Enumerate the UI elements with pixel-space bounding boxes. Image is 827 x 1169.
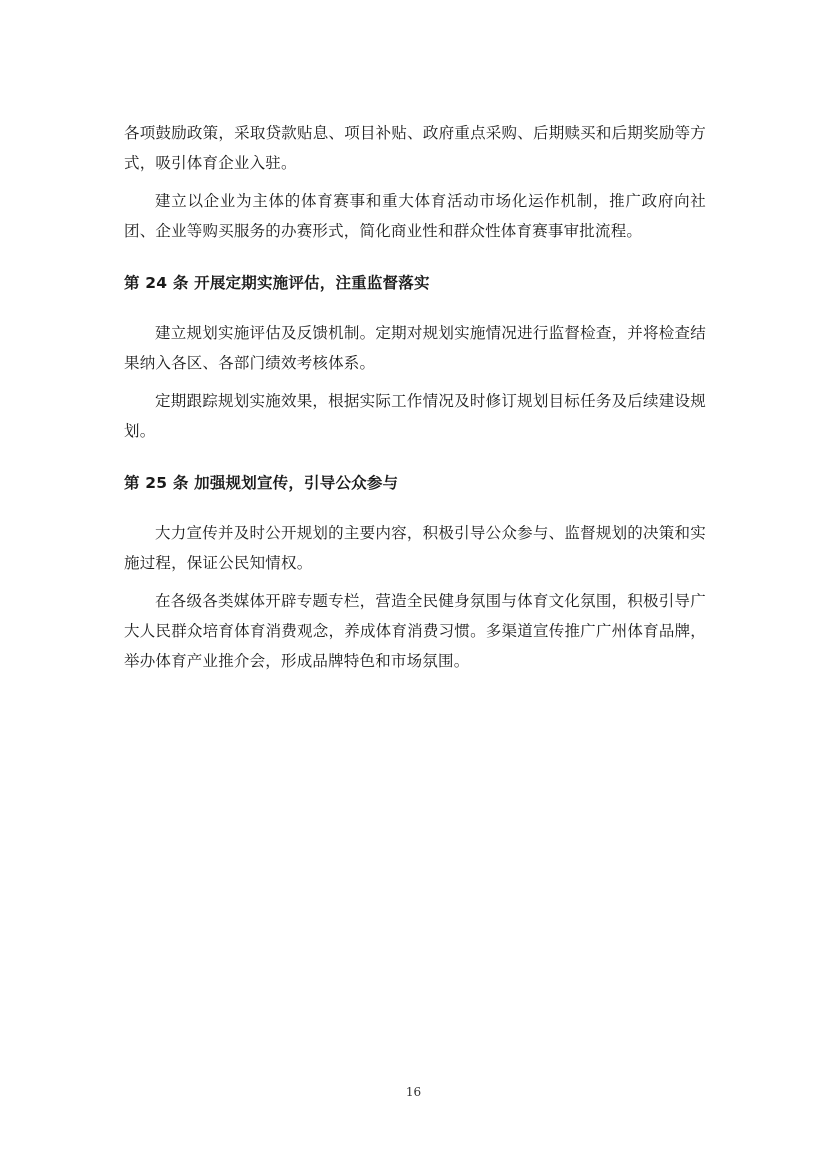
article-24-paragraph-2: 定期跟踪规划实施效果，根据实际工作情况及时修订规划目标任务及后续建设规划。 xyxy=(124,392,706,440)
paragraph-market-mechanism: 建立以企业为主体的体育赛事和重大体育活动市场化运作机制，推广政府向社团、企业等购买服务的办赛形式，简化商业性和群众性体育赛事审批流程。 xyxy=(124,192,706,240)
document-body xyxy=(124,118,706,684)
paragraph-continuation: 各项鼓励政策，采取贷款贴息、项目补贴、政府重点采购、后期赎买和后期奖励等方式，吸引体育企业入驻。 xyxy=(124,124,706,172)
article-25-paragraph-1: 大力宣传并及时公开规划的主要内容，积极引导公众参与、监督规划的决策和实施过程，保证公民知情权。 xyxy=(124,524,706,572)
article-24-paragraph-1: 建立规划实施评估及反馈机制。定期对规划实施情况进行监督检查，并将检查结果纳入各区、各部门绩效考核体系。 xyxy=(124,324,706,372)
page-number: 16 xyxy=(405,1085,422,1099)
article-24-heading: 第 24 条 开展定期实施评估，注重监督落实 xyxy=(124,274,430,292)
article-25-heading: 第 25 条 加强规划宣传，引导公众参与 xyxy=(124,474,399,492)
article-25-paragraph-2: 在各级各类媒体开辟专题专栏，营造全民健身氛围与体育文化氛围，积极引导广大人民群众培育体育消费观念，养成体育消费习惯。多渠道宣传推广广州体育品牌，举办体育产业推介会，形成品牌特色和市场氛围。 xyxy=(124,592,706,670)
